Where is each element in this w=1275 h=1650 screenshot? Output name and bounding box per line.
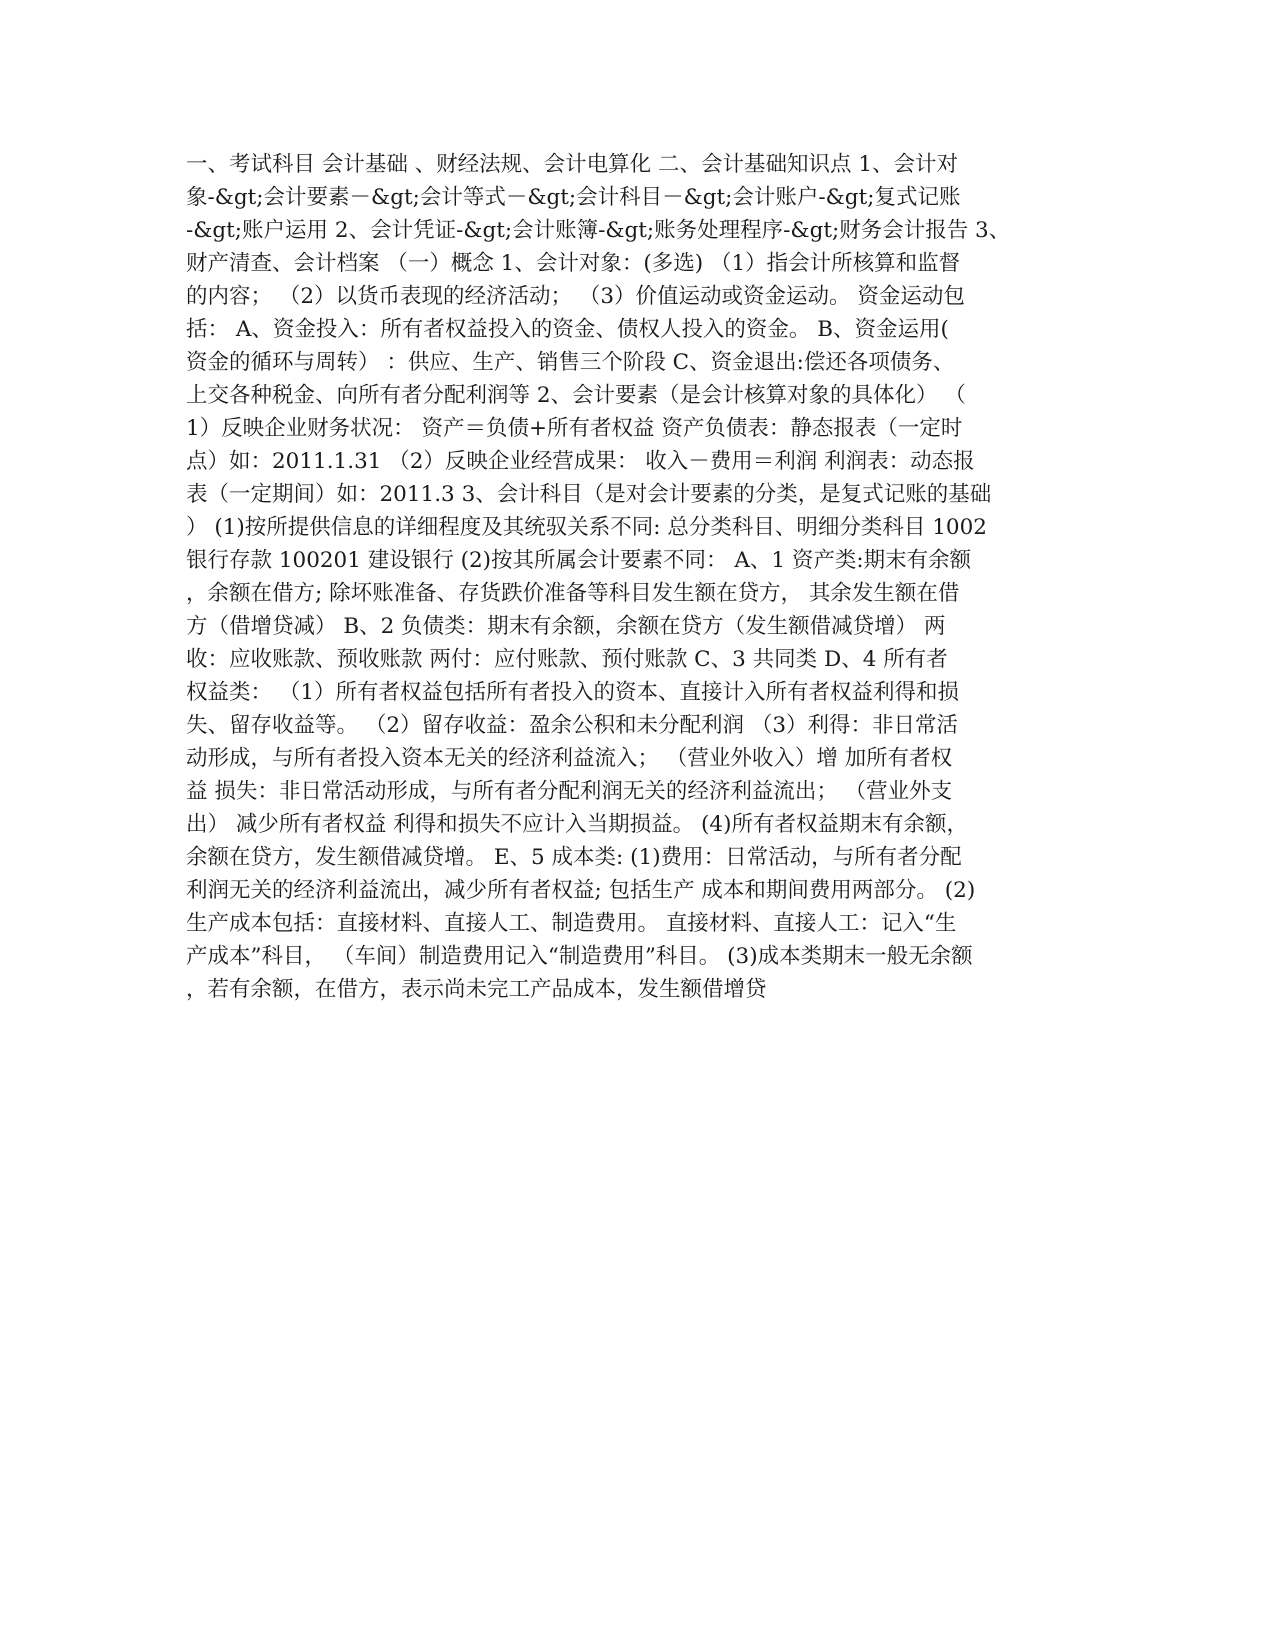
text-line: 象-&gt;会计要素－&gt;会计等式－&gt;会计科目－&gt;会计账户-&gt;复式记账 xyxy=(186,185,961,210)
text-line: 1）反映企业财务状况： 资产＝负债+所有者权益 资产负债表：静态报表（一定时 xyxy=(186,416,963,441)
text-line: ，余额在借方; 除坏账准备、存货跌价准备等科目发生额在贷方， 其余发生额在借 xyxy=(186,581,960,606)
text-line: 财产清查、会计档案 （一）概念 1、会计对象：(多选) （1）指会计所核算和监督 xyxy=(186,251,961,276)
text-line: 生产成本包括：直接材料、直接人工、制造费用。 直接材料、直接人工：记入“生 xyxy=(186,911,957,936)
text-line: 产成本”科目， （车间）制造费用记入“制造费用”科目。 (3)成本类期末一般无余额 xyxy=(186,944,973,969)
text-line: 一、考试科目 会计基础 、财经法规、会计电算化 二、会计基础知识点 1、会计对 xyxy=(186,152,959,177)
text-line: 银行存款 100201 建设银行 (2)按其所属会计要素不同： A、1 资产类:期末有余额 xyxy=(186,548,972,573)
text-line: ，若有余额，在借方，表示尚未完工产品成本，发生额借增贷 xyxy=(186,977,767,1002)
text-line: 的内容； （2）以货币表现的经济活动； （3）价值运动或资金运动。 资金运动包 xyxy=(186,284,965,309)
text-line: 资金的循环与周转） ：供应、生产、销售三个阶段 C、资金退出:偿还各项债务、 xyxy=(186,350,955,375)
text-line: ） (1)按所提供信息的详细程度及其统驭关系不同: 总分类科目、明细分类科目 1002 xyxy=(186,515,987,540)
text-line: -&gt;账户运用 2、会计凭证-&gt;会计账簿-&gt;账务处理程序-&gt;财务会计报告 3、 xyxy=(186,218,1011,243)
text-line: 出） 减少所有者权益 利得和损失不应计入当期损益。 (4)所有者权益期末有余额， xyxy=(186,812,968,837)
text-line: 失、留存收益等。 （2）留存收益：盈余公积和未分配利润 （3）利得：非日常活 xyxy=(186,713,959,738)
text-line: 益 损失：非日常活动形成，与所有者分配利润无关的经济利益流出； （营业外支 xyxy=(186,779,953,804)
text-line: 括： A、资金投入：所有者权益投入的资金、债权人投入的资金。 B、资金运用( xyxy=(186,317,949,342)
body-text xyxy=(186,148,1096,1006)
text-line: 权益类： （1）所有者权益包括所有者投入的资本、直接计入所有者权益利得和损 xyxy=(186,680,960,705)
text-line: 收：应收账款、预收账款 两付：应付账款、预付账款 C、3 共同类 D、4 所有者 xyxy=(186,647,948,672)
text-line: 利润无关的经济利益流出，减少所有者权益; 包括生产 成本和期间费用两部分。 (2) xyxy=(186,878,976,903)
text-line: 余额在贷方，发生额借减贷增。 E、5 成本类: (1)费用：日常活动，与所有者分配 xyxy=(186,845,962,870)
text-line: 方（借增贷减） B、2 负债类：期末有余额，余额在贷方（发生额借减贷增） 两 xyxy=(186,614,946,639)
text-line: 点）如：2011.1.31 （2）反映企业经营成果： 收入－费用＝利润 利润表：动态报 xyxy=(186,449,975,474)
text-line: 动形成，与所有者投入资本无关的经济利益流入； （营业外收入）增 加所有者权 xyxy=(186,746,953,771)
text-line: 上交各种税金、向所有者分配利润等 2、会计要素（是会计核算对象的具体化） （ xyxy=(186,383,966,408)
text-line: 表（一定期间）如：2011.3 3、会计科目（是对会计要素的分类，是复式记账的基础 xyxy=(186,482,992,507)
